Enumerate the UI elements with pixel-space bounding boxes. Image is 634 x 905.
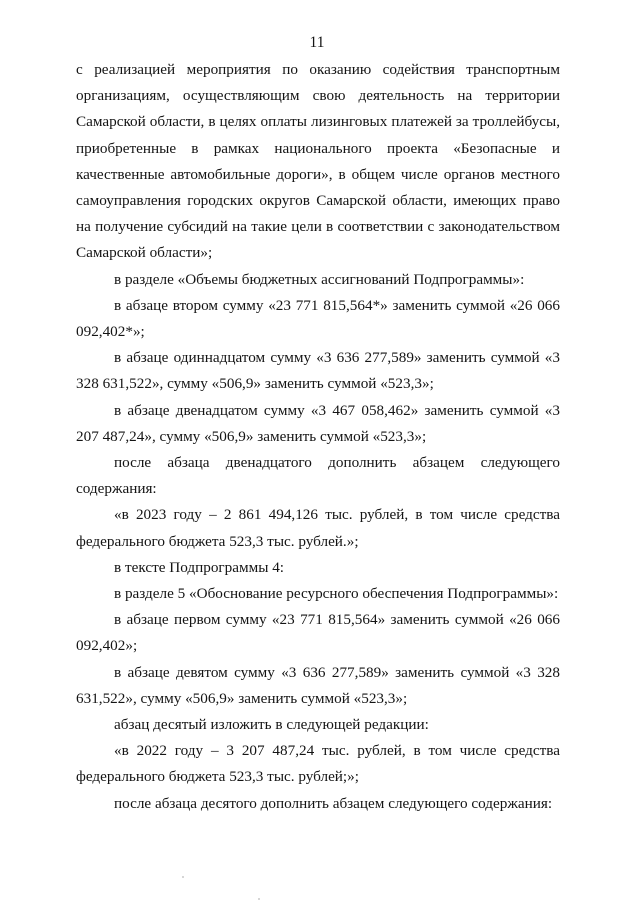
paragraph-12: абзац десятый изложить в следующей редакции:	[114, 716, 429, 734]
paragraph-2: в разделе «Объемы бюджетных ассигнований Подпрограммы»:	[114, 270, 525, 288]
paragraph-14: после абзаца десятого дополнить абзацем следующего содержания:	[114, 794, 553, 812]
paragraph-5: в абзаце двенадцатом сумму «3 467 058,462» заменить суммой «3 207 487,24», сумму «506,9» заменить суммой «523,3»;	[76, 401, 560, 445]
page-number: 11	[309, 34, 325, 51]
paragraph-6: после абзаца двенадцатого дополнить абзацем следующего содержания:	[76, 454, 560, 498]
paragraph-8: в тексте Подпрограммы 4:	[114, 558, 285, 576]
paragraph-13: «в 2022 году – 3 207 487,24 тыс. рублей, в том числе средства федерального бюджета 523,3 тыс. рублей;»;	[76, 742, 560, 786]
document-body	[76, 57, 560, 817]
paragraph-11: в абзаце девятом сумму «3 636 277,589» заменить суммой «3 328 631,522», сумму «506,9» заменить суммой «523,3»;	[76, 663, 560, 707]
paragraph-1: с реализацией мероприятия по оказанию содействия транспортным организациям, осуществляющим свою деятельность на территории Самарской области, в целях оплаты лизинговых платежей за троллейбусы, приобретенные в рамках национального проекта «Безопасные и качественные автомобильные дороги», в общем числе органов местного самоуправления городских округов Самарской области, имеющих право на получение субсидий на такие цели в соответствии с законодательством Самарской области»;	[76, 61, 560, 262]
paragraph-9: в разделе 5 «Обоснование ресурсного обеспечения Подпрограммы»:	[114, 585, 559, 603]
scan-speck	[258, 898, 260, 900]
paragraph-7: «в 2023 году – 2 861 494,126 тыс. рублей, в том числе средства федерального бюджета 523,3 тыс. рублей.»;	[76, 506, 560, 550]
paragraph-3: в абзаце втором сумму «23 771 815,564*» заменить суммой «26 066 092,402*»;	[76, 296, 560, 341]
scan-speck	[182, 876, 184, 878]
paragraph-10: в абзаце первом сумму «23 771 815,564» заменить суммой «26 066 092,402»;	[76, 611, 560, 655]
paragraph-4: в абзаце одиннадцатом сумму «3 636 277,589» заменить суммой «3 328 631,522», сумму «506,9» заменить суммой «523,3»;	[76, 349, 560, 393]
